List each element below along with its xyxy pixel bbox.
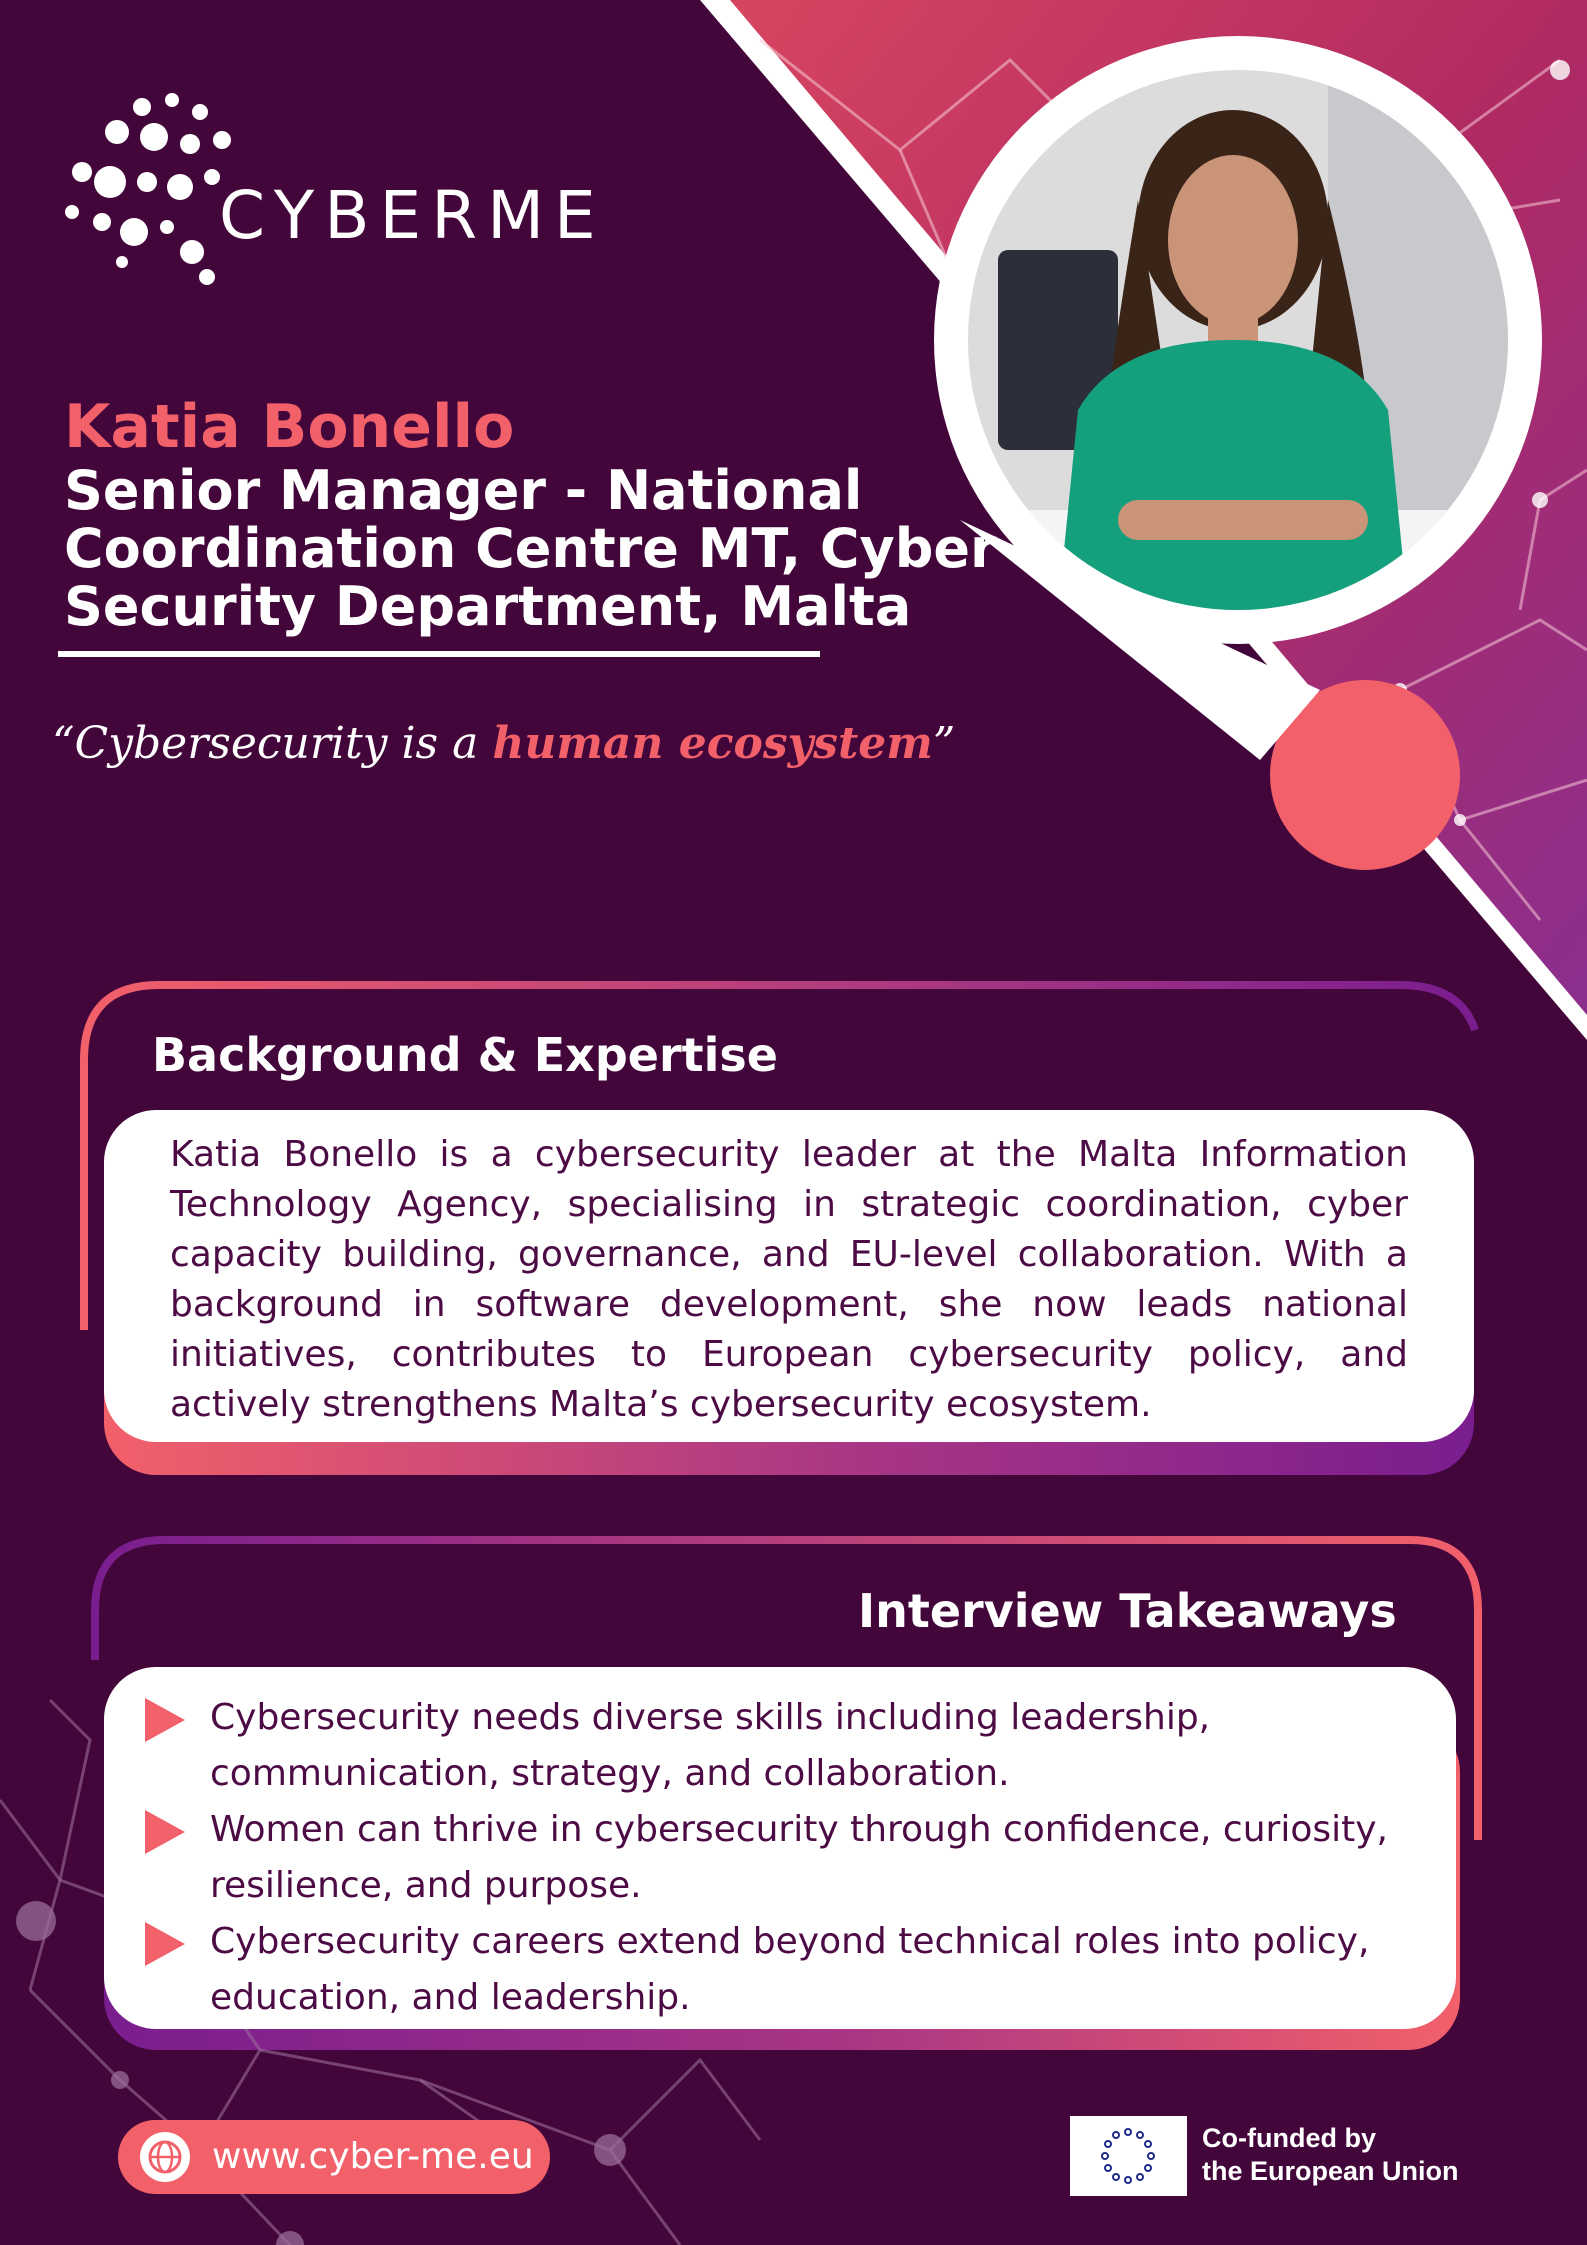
title-divider bbox=[58, 651, 820, 657]
takeaway-text: Cybersecurity needs diverse skills including leadership, communication, strategy, and collaboration. bbox=[210, 1697, 1211, 1794]
portrait-illustration bbox=[968, 70, 1508, 610]
eu-cofunded-label bbox=[1202, 2122, 1459, 2188]
person-name: Katia Bonello bbox=[64, 392, 515, 462]
takeaways-list bbox=[145, 1690, 1425, 2026]
background-text: Katia Bonello is a cybersecurity leader at the Malta Information Technology Agency, specialising in strategic coordination, cyber capacity building, governance, and EU-level collaboration. With a background in software development, she now leads national initiatives, contributes to European cybersecurity policy, and actively strengthens Malta’s cybersecurity ecosystem. bbox=[170, 1134, 1408, 1425]
quote-close: ” bbox=[932, 718, 956, 769]
takeaways-heading: Interview Takeaways bbox=[858, 1584, 1397, 1638]
portrait-photo bbox=[968, 70, 1508, 610]
bullet-arrow-icon bbox=[145, 1922, 185, 1966]
person-title: Senior Manager - National Coordination Centre MT, Cyber Security Department, Malta bbox=[64, 459, 997, 638]
eu-line-2: the European Union bbox=[1202, 2156, 1459, 2186]
cyberme-logo bbox=[62, 82, 622, 292]
eu-line-1: Co-funded by bbox=[1202, 2123, 1376, 2153]
bullet-arrow-icon bbox=[145, 1698, 185, 1742]
eu-flag-icon bbox=[1070, 2116, 1187, 2196]
website-link[interactable] bbox=[118, 2120, 550, 2194]
takeaway-item bbox=[145, 1802, 1425, 1914]
takeaway-item bbox=[145, 1914, 1425, 2026]
quote-open: “Cybersecurity is a bbox=[52, 718, 493, 769]
website-url[interactable]: www.cyber-me.eu bbox=[212, 2136, 534, 2177]
quote-emphasis: human ecosystem bbox=[492, 718, 933, 769]
bullet-arrow-icon bbox=[145, 1810, 185, 1854]
takeaway-item bbox=[145, 1690, 1425, 1802]
logo-wordmark: CYBERME bbox=[219, 177, 606, 254]
quote bbox=[52, 718, 955, 769]
background-heading: Background & Expertise bbox=[152, 1028, 778, 1082]
takeaway-text: Cybersecurity careers extend beyond technical roles into policy, education, and leadership. bbox=[210, 1921, 1370, 2018]
globe-icon bbox=[140, 2132, 190, 2182]
takeaway-text: Women can thrive in cybersecurity through confidence, curiosity, resilience, and purpose. bbox=[210, 1809, 1388, 1906]
